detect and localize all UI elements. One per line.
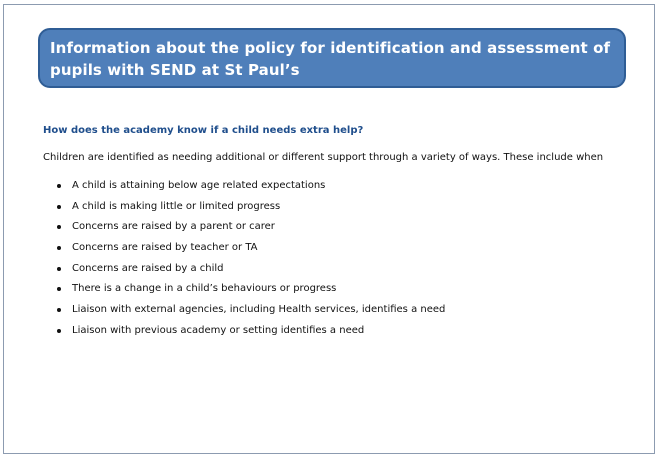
list-item-text: Concerns are raised by a parent or carer <box>72 221 275 233</box>
bullet-icon <box>57 205 61 209</box>
list-item-text: A child is making little or limited progress <box>72 200 281 212</box>
list-item-text: There is a change in a child’s behaviours or progress <box>72 283 337 295</box>
section-heading: How does the academy know if a child needs extra help? <box>43 125 364 136</box>
bullet-icon <box>57 329 61 333</box>
list-item-text: Liaison with previous academy or setting identifies a need <box>72 324 365 336</box>
bullet-icon <box>57 184 61 188</box>
intro-paragraph: Children are identified as needing additional or different support through a variety of ways. These include when <box>43 152 604 163</box>
bullet-icon <box>57 267 61 271</box>
list-item-text: A child is attaining below age related expectations <box>72 180 326 191</box>
list-item-text: Liaison with external agencies, including Health services, identifies a need <box>72 304 446 316</box>
list-item-text: Concerns are raised by a child <box>72 262 224 274</box>
title-banner <box>38 28 626 88</box>
list-item-text: Concerns are raised by teacher or TA <box>72 242 258 254</box>
document-title: Information about the policy for identification and assessment of pupils with SEND at St Paul’s <box>50 39 611 79</box>
